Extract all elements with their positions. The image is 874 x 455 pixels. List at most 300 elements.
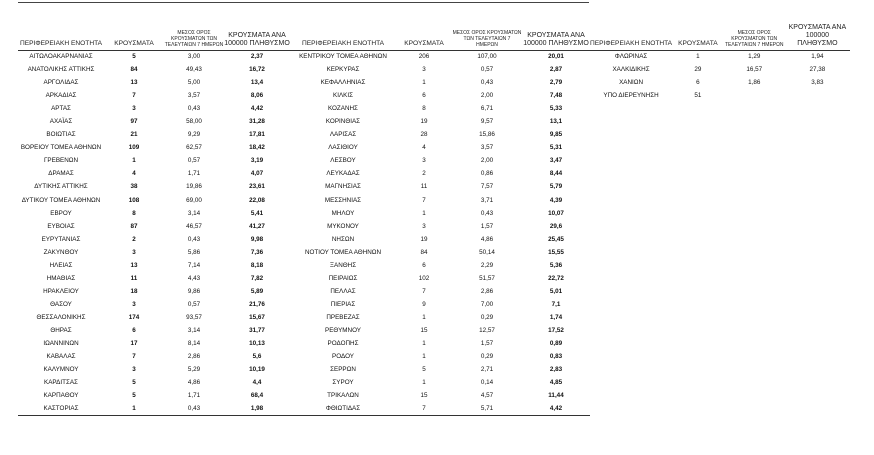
cases-cell: 8 <box>422 105 426 113</box>
avg7-cell: 7,00 <box>480 300 494 308</box>
per100k-cell: 27,38 <box>809 66 826 74</box>
cases-cell: 3 <box>132 248 136 256</box>
region-cell: ΣΕΡΡΩΝ <box>330 366 356 374</box>
cases-cell: 84 <box>420 248 428 256</box>
avg7-cell <box>724 89 785 102</box>
table-row <box>290 246 590 259</box>
avg7-cell: 0,57 <box>480 66 494 74</box>
per100k-cell: 31,77 <box>249 327 265 334</box>
table-row <box>290 154 590 167</box>
cases-cell: 5 <box>132 53 136 61</box>
cases-cell: 21 <box>130 131 138 139</box>
table-row <box>290 63 590 76</box>
cases-cell: 8 <box>132 209 136 217</box>
per100k-cell: 4,85 <box>549 379 563 387</box>
avg7-cell: 4,86 <box>187 379 201 387</box>
region-cell: ΠΕΙΡΑΙΩΣ <box>328 274 358 282</box>
per100k-column-header: ΚΡΟΥΣΜΑΤΑ ΑΝΑ 100000 ΠΛΗΘΥΣΜΟ <box>224 31 290 47</box>
region-cell: ΒΟΡΕΙΟΥ ΤΟΜΕΑ ΑΘΗΝΩΝ <box>20 144 102 152</box>
table-row <box>18 180 290 193</box>
per100k-cell: 7,36 <box>250 248 264 256</box>
per100k-cell: 20,01 <box>548 53 564 61</box>
avg7-cell: 2,29 <box>480 261 494 269</box>
per100k-cell: 5,6 <box>252 353 262 361</box>
per100k-cell: 5,31 <box>549 144 563 152</box>
table-row <box>18 285 290 298</box>
cases-cell: 1 <box>696 53 700 61</box>
region-cell: ΑΡΤΑΣ <box>51 105 71 113</box>
avg7-cell: 0,86 <box>480 170 494 178</box>
per100k-cell: 41,27 <box>249 222 265 230</box>
table-row <box>18 272 290 285</box>
avg7-cell: 0,14 <box>480 379 494 387</box>
per100k-cell: 10,07 <box>548 209 564 217</box>
per100k-column-header: ΚΡΟΥΣΜΑΤΑ ΑΝΑ 100000 ΠΛΗΘΥΣΜΟ <box>523 31 589 47</box>
cases-cell: 97 <box>130 118 138 126</box>
table-row <box>290 363 590 376</box>
region-cell: ΥΠΟ ΔΙΕΡΕΥΝΗΣΗ <box>603 92 659 100</box>
per100k-cell <box>785 89 850 102</box>
cases-cell: 7 <box>422 196 426 204</box>
region-cell: ΑΡΓΟΛΙΔΑΣ <box>43 79 79 87</box>
avg7-cell: 0,57 <box>187 300 201 308</box>
table-row <box>590 50 850 63</box>
cases-cell: 4 <box>422 144 426 152</box>
cases-cell: 3 <box>132 300 136 308</box>
region-cell: ΛΕΥΚΑΔΑΣ <box>326 170 360 178</box>
avg7-cell: 3,14 <box>187 327 201 334</box>
table-row <box>18 233 290 246</box>
region-cell: ΖΑΚΥΝΘΟΥ <box>43 248 79 256</box>
cases-cell: 51 <box>694 92 702 100</box>
table-row <box>290 115 590 128</box>
table-row <box>290 102 590 115</box>
avg7-cell: 7,57 <box>480 183 494 191</box>
per100k-cell: 7,1 <box>551 300 561 308</box>
avg7-cell: 4,86 <box>480 235 494 243</box>
table-row <box>18 194 290 207</box>
region-cell: ΚΑΡΠΑΘΟΥ <box>43 392 79 400</box>
region-cell: ΚΕΡΚΥΡΑΣ <box>326 66 360 74</box>
region-cell: ΚΟΖΑΝΗΣ <box>328 105 358 113</box>
avg7-cell: 50,14 <box>479 248 495 256</box>
region-cell: ΧΑΛΚΙΔΙΚΗΣ <box>612 66 650 74</box>
cases-cell: 3 <box>422 66 426 74</box>
region-cell: ΑΡΚΑΔΙΑΣ <box>45 92 77 100</box>
cases-cell: 3 <box>132 366 136 374</box>
table-row <box>18 128 290 141</box>
region-cell: ΚΕΝΤΡΙΚΟΥ ΤΟΜΕΑ ΑΘΗΝΩΝ <box>299 53 387 61</box>
avg7-cell: 1,71 <box>187 170 201 178</box>
avg7-cell: 12,57 <box>479 327 495 334</box>
cases-column-header: ΚΡΟΥΣΜΑΤΑ <box>404 39 444 47</box>
region-cell: ΝΗΣΩΝ <box>331 235 355 243</box>
region-cell: ΚΑΣΤΟΡΙΑΣ <box>43 405 79 413</box>
per100k-cell: 3,19 <box>250 157 264 165</box>
per100k-cell: 17,81 <box>249 131 265 139</box>
avg7-cell: 3,57 <box>480 144 494 152</box>
avg7-cell: 1,57 <box>480 340 494 348</box>
region-cell: ΗΜΑΘΙΑΣ <box>46 274 76 282</box>
table-row <box>18 76 290 89</box>
region-cell: ΑΧΑΪΑΣ <box>49 118 73 126</box>
cases-cell: 3 <box>422 157 426 165</box>
region-cell: ΜΥΚΟΝΟΥ <box>327 222 359 230</box>
cases-table-1 <box>18 10 290 416</box>
per100k-cell: 4,39 <box>549 196 563 204</box>
avg7-cell: 1,71 <box>187 392 201 400</box>
avg7-cell: 0,43 <box>187 405 201 413</box>
region-cell: ΚΑΛΥΜΝΟΥ <box>43 366 79 374</box>
cases-cell: 87 <box>130 222 138 230</box>
table-row <box>18 220 290 233</box>
table-row <box>590 63 850 76</box>
per100k-cell: 0,83 <box>549 353 563 361</box>
table-row <box>18 89 290 102</box>
cases-cell: 206 <box>418 53 430 61</box>
cases-column-header: ΚΡΟΥΣΜΑΤΑ <box>114 39 154 47</box>
avg7-cell: 16,57 <box>746 66 763 74</box>
cases-cell: 84 <box>130 66 138 74</box>
per100k-cell: 4,4 <box>252 379 262 387</box>
per100k-cell: 4,42 <box>250 105 264 113</box>
avg7-cell: 15,86 <box>479 131 495 139</box>
table-row <box>18 246 290 259</box>
region-cell: ΠΙΕΡΙΑΣ <box>330 300 356 308</box>
per100k-cell: 5,41 <box>250 209 264 217</box>
per100k-cell: 22,08 <box>249 196 265 204</box>
avg7-cell: 0,29 <box>480 313 494 321</box>
table-row <box>290 167 590 180</box>
cases-cell: 1 <box>422 209 426 217</box>
cases-cell: 2 <box>422 170 426 178</box>
cases-cell: 7 <box>422 405 426 413</box>
table-row <box>290 220 590 233</box>
avg7-cell: 49,43 <box>186 66 202 74</box>
avg7-cell: 2,71 <box>480 366 494 374</box>
table-row <box>290 376 590 389</box>
per100k-cell: 21,76 <box>249 300 265 308</box>
region-cell: ΔΥΤΙΚΟΥ ΤΟΜΕΑ ΑΘΗΝΩΝ <box>21 196 101 204</box>
table-row <box>18 63 290 76</box>
table-row <box>290 128 590 141</box>
region-cell: ΤΡΙΚΑΛΩΝ <box>327 392 359 400</box>
region-cell: ΗΛΕΙΑΣ <box>49 261 73 269</box>
region-cell: ΡΟΔΟΠΗΣ <box>327 340 359 348</box>
table-row <box>290 402 590 415</box>
avg7-cell: 1,57 <box>480 222 494 230</box>
per100k-cell: 5,79 <box>549 183 563 191</box>
per100k-cell: 23,61 <box>249 183 265 191</box>
per100k-cell: 18,42 <box>249 144 265 152</box>
per100k-cell: 11,44 <box>548 392 564 400</box>
cases-cell: 13 <box>130 261 138 269</box>
cases-cell: 1 <box>422 340 426 348</box>
avg7-cell: 4,43 <box>187 274 201 282</box>
avg7-cell: 2,86 <box>187 353 201 361</box>
table-header-row <box>290 10 590 50</box>
per100k-cell: 15,67 <box>249 313 265 321</box>
cases-cell: 6 <box>422 261 426 269</box>
table-row <box>290 259 590 272</box>
region-cell: ΕΒΡΟΥ <box>50 209 72 217</box>
region-cell: ΜΕΣΣΗΝΙΑΣ <box>324 196 362 204</box>
table-header-row <box>590 10 850 50</box>
per100k-cell: 13,4 <box>250 79 264 87</box>
table-row <box>18 350 290 363</box>
region-cell: ΜΗΛΟΥ <box>331 209 355 217</box>
region-cell: ΚΟΡΙΝΘΙΑΣ <box>325 118 361 126</box>
region-column-header: ΠΕΡΙΦΕΡΕΙΑΚΗ ΕΝΟΤΗΤΑ <box>590 39 673 47</box>
table-row <box>590 76 850 89</box>
avg7-cell: 62,57 <box>186 144 202 152</box>
avg7-cell: 8,14 <box>187 340 201 348</box>
region-cell: ΕΥΡΥΤΑΝΙΑΣ <box>41 235 81 243</box>
avg7-cell: 2,86 <box>480 287 494 295</box>
avg7-cell: 3,71 <box>480 196 494 204</box>
avg7-cell: 93,57 <box>186 313 202 321</box>
avg7-cell: 0,43 <box>480 79 494 87</box>
cases-cell: 3 <box>422 222 426 230</box>
avg7-column-header: ΜΕΣΟΣ ΟΡΟΣ ΚΡΟΥΣΜΑΤΩΝ ΤΩΝ ΤΕΛΕΥΤΑΙΩΝ 7 ΗΜΕΡΩΝ <box>724 29 784 48</box>
per100k-cell: 8,18 <box>250 261 264 269</box>
per100k-cell: 31,28 <box>249 118 265 126</box>
table-row <box>18 167 290 180</box>
per100k-cell: 25,45 <box>548 235 564 243</box>
per100k-cell: 4,07 <box>250 170 264 178</box>
cases-cell: 174 <box>128 313 140 321</box>
region-cell: ΡΟΔΟΥ <box>332 353 354 361</box>
cases-cell: 5 <box>422 366 426 374</box>
region-cell: ΒΟΙΩΤΙΑΣ <box>46 131 76 139</box>
table-row <box>290 285 590 298</box>
table-row <box>290 194 590 207</box>
cases-cell: 1 <box>132 405 136 413</box>
cases-cell: 38 <box>130 183 138 191</box>
cases-cell: 1 <box>422 353 426 361</box>
region-cell: ΛΑΣΙΘΙΟΥ <box>328 144 358 152</box>
per100k-cell: 7,82 <box>250 274 264 282</box>
avg7-cell: 0,43 <box>187 105 201 113</box>
cases-cell: 11 <box>130 274 138 282</box>
per100k-cell: 8,44 <box>549 170 563 178</box>
table-row <box>18 102 290 115</box>
table-row <box>290 180 590 193</box>
table-row <box>290 298 590 311</box>
table-row <box>290 50 590 63</box>
region-cell: ΜΑΓΝΗΣΙΑΣ <box>325 183 361 191</box>
cases-cell: 19 <box>420 118 428 126</box>
avg7-cell: 0,43 <box>480 209 494 217</box>
cases-cell: 3 <box>132 105 136 113</box>
region-cell: ΚΙΛΚΙΣ <box>333 92 353 100</box>
avg7-cell: 6,71 <box>480 105 494 113</box>
region-cell: ΚΑΒΑΛΑΣ <box>46 353 76 361</box>
region-cell: ΙΩΑΝΝΙΝΩΝ <box>43 340 79 348</box>
cases-cell: 5 <box>132 379 136 387</box>
table-header-row <box>18 10 290 50</box>
table-row <box>18 311 290 324</box>
avg7-cell: 5,29 <box>187 366 201 374</box>
table-row <box>18 324 290 337</box>
region-cell: ΕΥΒΟΙΑΣ <box>47 222 75 230</box>
avg7-cell: 46,57 <box>186 222 202 230</box>
avg7-column-header: ΜΕΣΟΣ ΟΡΟΣ ΚΡΟΥΣΜΑΤΩΝ ΤΩΝ ΤΕΛΕΥΤΑΙΩΝ 7 ΗΜΕΡΩΝ <box>452 29 522 48</box>
avg7-cell: 9,29 <box>187 131 201 139</box>
cases-cell: 1 <box>422 79 426 87</box>
cases-cell: 6 <box>132 327 136 334</box>
cases-cell: 1 <box>422 379 426 387</box>
avg7-column-header: ΜΕΣΟΣ ΟΡΟΣ ΚΡΟΥΣΜΑΤΩΝ ΤΩΝ ΤΕΛΕΥΤΑΙΩΝ 7 ΗΜΕΡΩΝ <box>164 29 224 48</box>
per100k-cell: 5,01 <box>549 287 563 295</box>
per100k-cell: 1,94 <box>811 53 824 61</box>
avg7-cell: 1,29 <box>748 53 761 61</box>
avg7-cell: 5,71 <box>480 405 494 413</box>
region-cell: ΚΑΡΔΙΤΣΑΣ <box>44 379 78 387</box>
table-row <box>18 363 290 376</box>
per100k-cell: 1,98 <box>250 405 264 413</box>
per100k-cell: 2,37 <box>250 53 264 61</box>
cases-cell: 18 <box>130 287 138 295</box>
avg7-cell: 58,00 <box>186 118 202 126</box>
per100k-cell: 3,83 <box>811 79 824 87</box>
cases-cell: 2 <box>132 235 136 243</box>
per100k-cell: 2,87 <box>549 66 563 74</box>
region-cell: ΘΗΡΑΣ <box>50 327 72 334</box>
avg7-cell: 2,00 <box>480 92 494 100</box>
cases-cell: 7 <box>132 92 136 100</box>
per100k-cell: 0,89 <box>549 340 563 348</box>
table-row <box>290 350 590 363</box>
table-row <box>290 337 590 350</box>
table-row <box>290 207 590 220</box>
region-cell: ΡΕΘΥΜΝΟΥ <box>325 327 361 334</box>
cases-cell: 1 <box>422 313 426 321</box>
avg7-cell: 0,43 <box>187 235 201 243</box>
top-rule <box>18 2 589 3</box>
table-row <box>18 337 290 350</box>
table-row <box>18 402 290 415</box>
per100k-cell: 3,47 <box>549 157 563 165</box>
per100k-column-header: ΚΡΟΥΣΜΑΤΑ ΑΝΑ 100000 ΠΛΗΘΥΣΜΟ <box>788 23 847 47</box>
cases-cell: 7 <box>132 353 136 361</box>
cases-cell: 5 <box>132 392 136 400</box>
table-row <box>18 154 290 167</box>
cases-cell: 1 <box>132 157 136 165</box>
table-row <box>18 141 290 154</box>
avg7-cell: 9,57 <box>480 118 494 126</box>
table-row <box>18 115 290 128</box>
region-cell: ΠΡΕΒΕΖΑΣ <box>326 313 360 321</box>
region-cell: ΑΝΑΤΟΛΙΚΗΣ ΑΤΤΙΚΗΣ <box>27 66 95 74</box>
per100k-cell: 68,4 <box>250 392 264 400</box>
per100k-cell: 4,42 <box>549 405 563 413</box>
region-cell: ΝΟΤΙΟΥ ΤΟΜΕΑ ΑΘΗΝΩΝ <box>304 248 382 256</box>
per100k-cell: 17,52 <box>548 327 564 334</box>
cases-cell: 7 <box>422 287 426 295</box>
cases-cell: 11 <box>420 183 428 191</box>
table-row <box>290 389 590 402</box>
table-row <box>290 233 590 246</box>
region-cell: ΓΡΕΒΕΝΩΝ <box>43 157 79 165</box>
region-cell: ΘΑΣΟΥ <box>50 300 72 308</box>
per100k-cell: 15,55 <box>548 248 564 256</box>
avg7-cell: 19,86 <box>186 183 202 191</box>
table-row <box>18 298 290 311</box>
table-row <box>290 89 590 102</box>
region-cell: ΞΑΝΘΗΣ <box>329 261 357 269</box>
region-cell: ΘΕΣΣΑΛΟΝΙΚΗΣ <box>36 313 86 321</box>
per100k-cell: 5,89 <box>250 287 264 295</box>
region-cell: ΠΕΛΛΑΣ <box>330 287 356 295</box>
region-cell: ΔΡΑΜΑΣ <box>48 170 74 178</box>
region-cell: ΔΥΤΙΚΗΣ ΑΤΤΙΚΗΣ <box>34 183 88 191</box>
table-row <box>18 207 290 220</box>
per100k-cell: 10,13 <box>249 340 265 348</box>
table-row <box>290 324 590 337</box>
cases-cell: 9 <box>422 300 426 308</box>
avg7-cell: 3,14 <box>187 209 201 217</box>
avg7-cell: 7,14 <box>187 261 201 269</box>
avg7-cell: 0,29 <box>480 353 494 361</box>
avg7-cell: 2,00 <box>480 157 494 165</box>
region-cell: ΚΕΦΑΛΛΗΝΙΑΣ <box>320 79 366 87</box>
region-cell: ΦΛΩΡΙΝΑΣ <box>614 53 648 61</box>
avg7-cell: 0,57 <box>187 157 201 165</box>
cases-table-2 <box>290 10 590 416</box>
cases-cell: 17 <box>130 340 138 348</box>
cases-cell: 6 <box>422 92 426 100</box>
avg7-cell: 4,57 <box>480 392 494 400</box>
cases-cell: 108 <box>128 196 140 204</box>
region-cell: ΛΕΣΒΟΥ <box>330 157 356 165</box>
table-row <box>18 259 290 272</box>
avg7-cell: 5,86 <box>187 248 201 256</box>
avg7-cell: 69,00 <box>186 196 202 204</box>
region-cell: ΗΡΑΚΛΕΙΟΥ <box>43 287 79 295</box>
avg7-cell: 1,86 <box>748 79 761 87</box>
avg7-cell: 3,57 <box>187 92 201 100</box>
avg7-cell: 51,57 <box>479 274 495 282</box>
per100k-cell: 2,79 <box>549 79 563 87</box>
cases-cell: 15 <box>420 392 428 400</box>
table-row <box>290 141 590 154</box>
per100k-cell: 9,98 <box>250 235 264 243</box>
cases-cell: 102 <box>418 274 430 282</box>
avg7-cell: 5,00 <box>187 79 201 87</box>
region-cell: ΑΙΤΩΛΟΑΚΑΡΝΑΝΙΑΣ <box>29 53 93 61</box>
cases-cell: 15 <box>420 327 428 334</box>
avg7-cell: 3,00 <box>187 53 201 61</box>
per100k-cell: 2,83 <box>549 366 563 374</box>
cases-column-header: ΚΡΟΥΣΜΑΤΑ <box>678 39 718 47</box>
cases-cell: 19 <box>420 235 428 243</box>
cases-cell: 29 <box>694 66 702 74</box>
per100k-cell: 9,85 <box>549 131 563 139</box>
table-row <box>590 89 850 102</box>
per100k-cell: 1,74 <box>549 313 563 321</box>
per100k-cell: 13,1 <box>549 118 563 126</box>
cases-cell: 6 <box>696 79 700 87</box>
table-row <box>290 76 590 89</box>
table-row <box>290 272 590 285</box>
cases-cell: 28 <box>420 131 428 139</box>
per100k-cell: 16,72 <box>249 66 265 74</box>
per100k-cell: 22,72 <box>548 274 564 282</box>
region-cell: ΧΑΝΙΩΝ <box>619 79 644 87</box>
region-cell: ΛΑΡΙΣΑΣ <box>329 131 357 139</box>
table-row <box>290 311 590 324</box>
